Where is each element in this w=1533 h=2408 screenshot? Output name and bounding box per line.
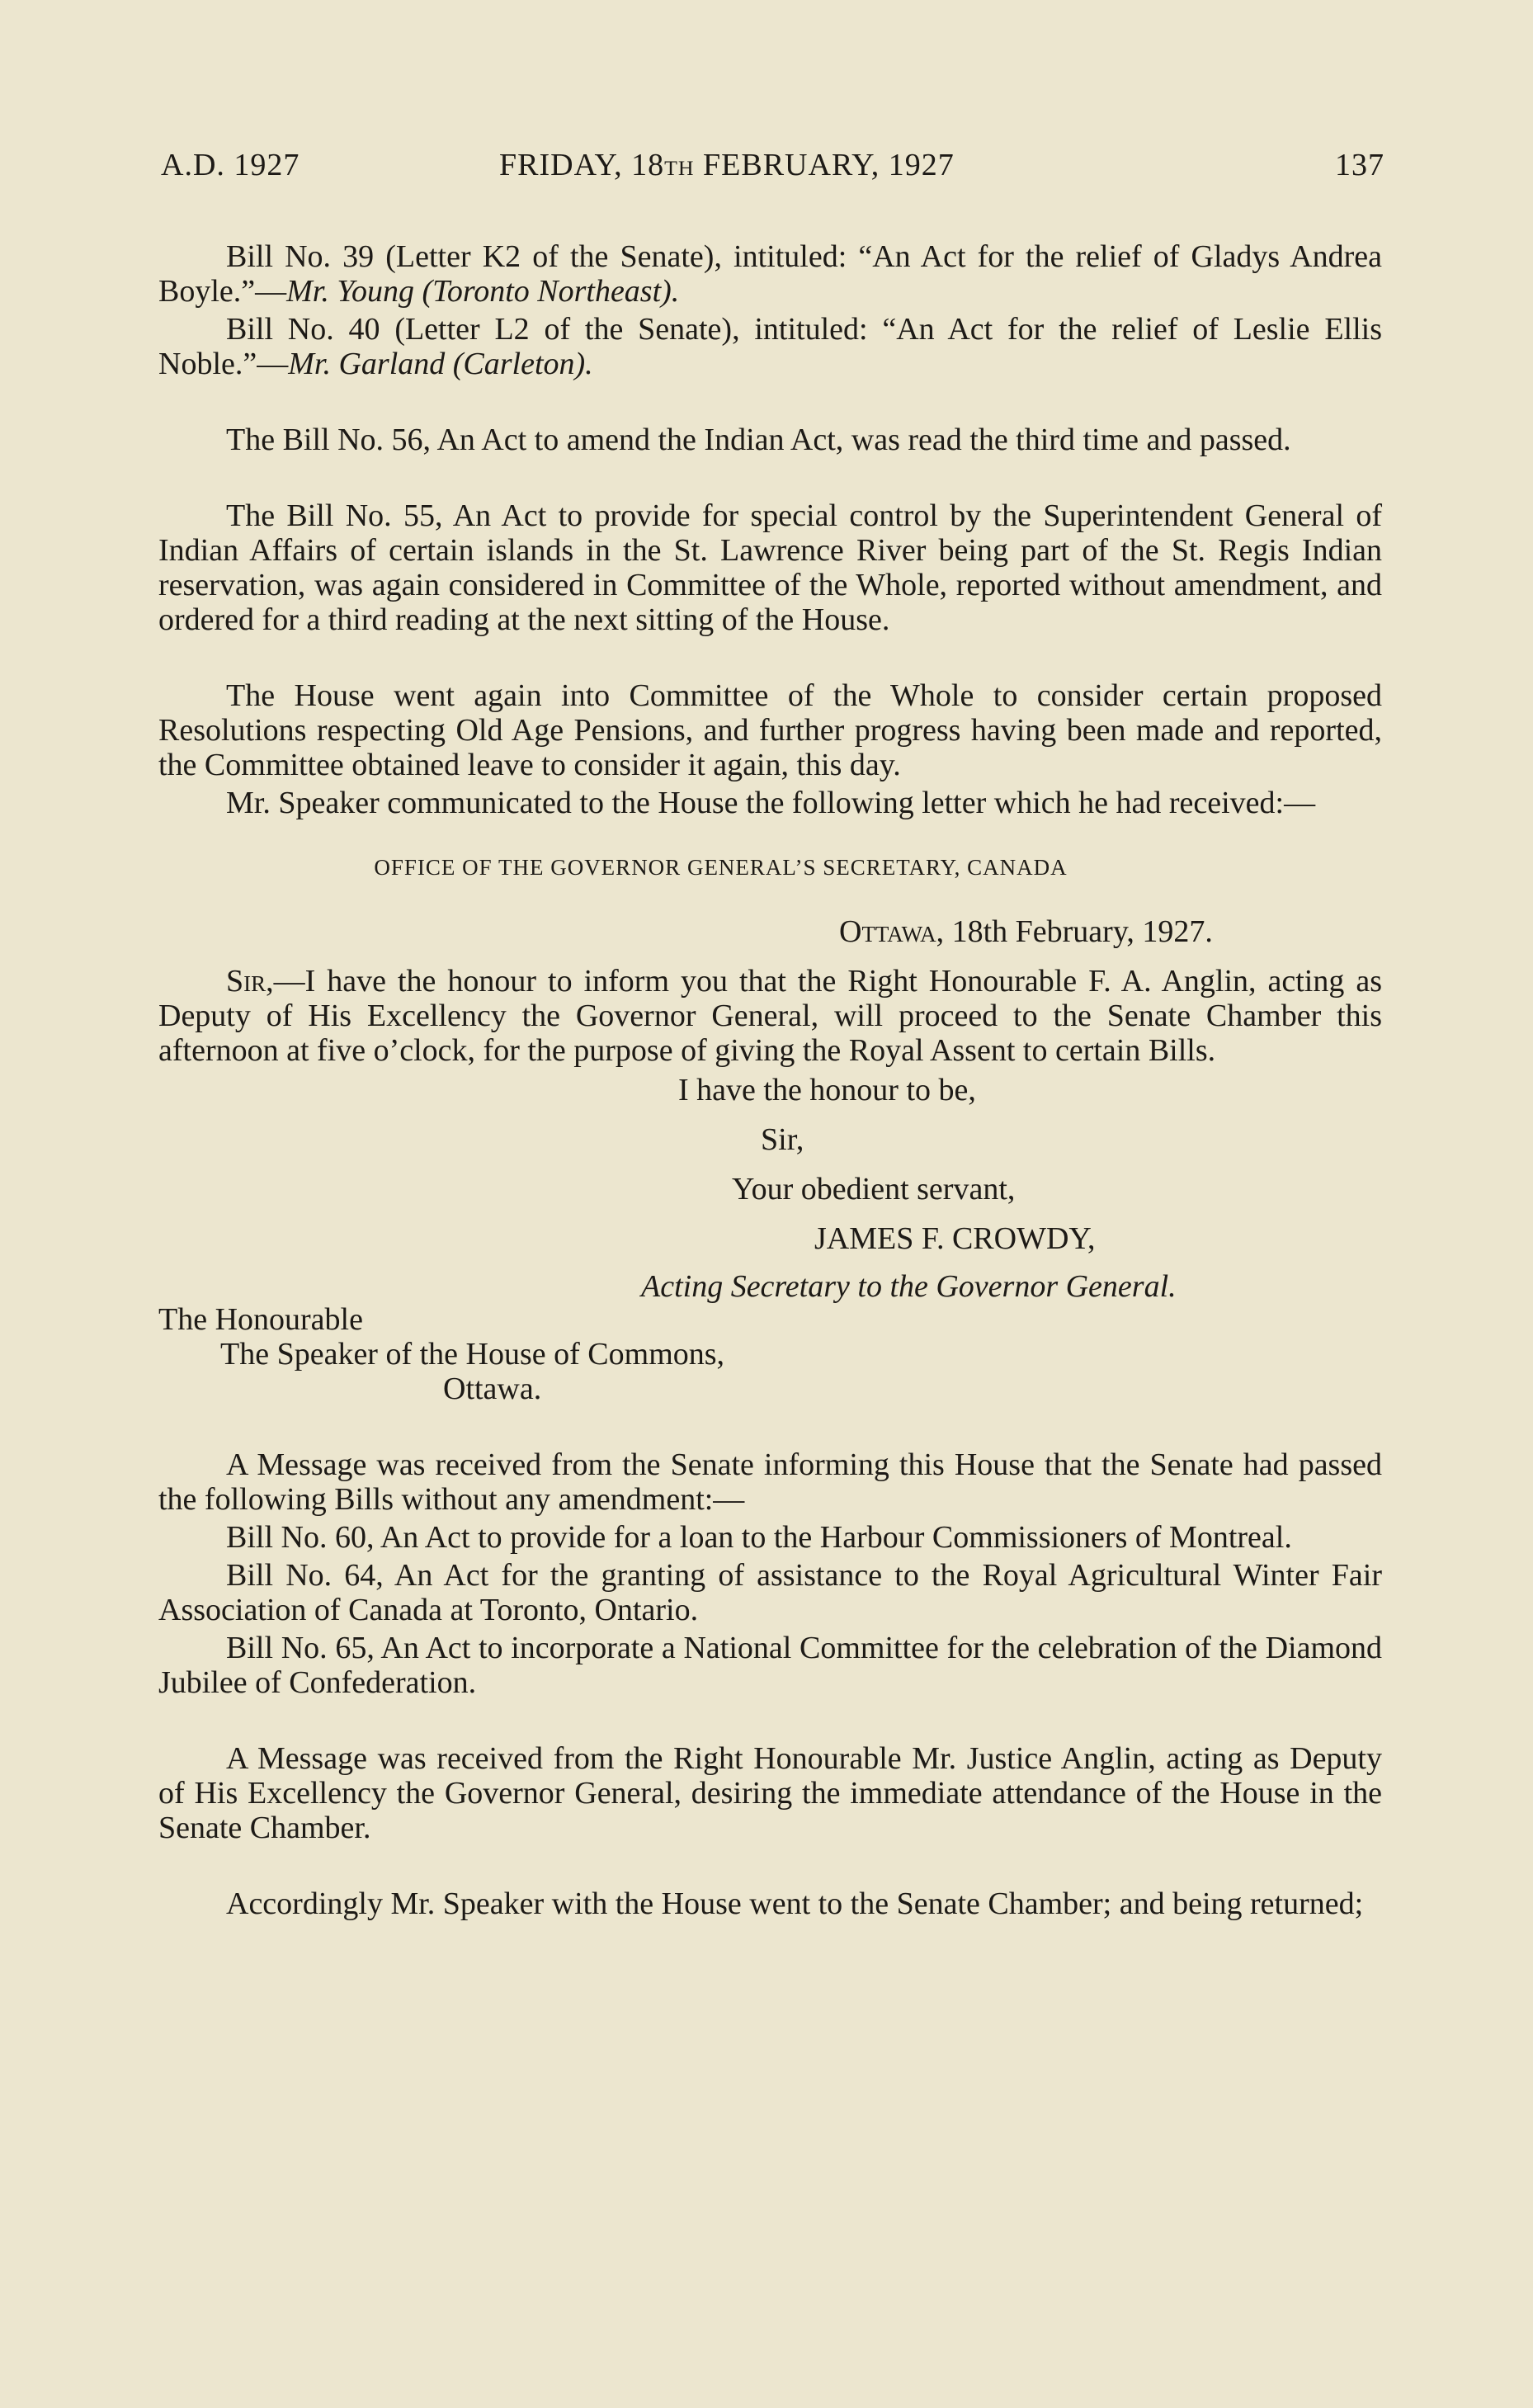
deputy-message-paragraph: A Message was received from the Right Honourable Mr. Justice Anglin, acting as Deputy of His Excellency the Governor General, desiring the immediate attendance of the House in the Senate Chamber. xyxy=(158,1741,1382,1845)
letter-addressee-1: The Honourable xyxy=(158,1302,363,1337)
letter-signer-title: Acting Secretary to the Governor General. xyxy=(641,1269,1177,1304)
letter-dateline xyxy=(158,914,1382,949)
letter-body xyxy=(158,964,1382,1068)
speaker-letter-intro: Mr. Speaker communicated to the House the following letter which he had received:— xyxy=(226,786,1316,820)
letter-salutation: Sir xyxy=(226,964,267,999)
header-date-suffix: TH xyxy=(664,156,695,180)
bill-40-member: Mr. Garland (Carleton). xyxy=(288,347,593,381)
letter-city: Ottawa xyxy=(839,914,936,949)
letter-signer: JAMES F. CROWDY, xyxy=(814,1221,1096,1256)
letter-closing-3: Your obedient servant, xyxy=(732,1172,1016,1206)
letter-office-heading: OFFICE OF THE GOVERNOR GENERAL’S SECRETARY, CANADA xyxy=(374,855,1068,880)
bill-39-member: Mr. Young (Toronto Northeast). xyxy=(286,274,680,309)
bill-40-text: Bill No. 40 (Letter L2 of the Senate), intituled: “An Act for the relief of Leslie Ellis Noble.”— xyxy=(158,312,1382,381)
letter-date: , 18th February, 1927. xyxy=(936,914,1213,949)
page-body xyxy=(158,239,1382,1921)
bill-39-entry xyxy=(158,239,1382,309)
bill-40-entry xyxy=(158,312,1382,381)
old-age-pensions-paragraph: The House went again into Committee of the Whole to consider certain proposed Resolutions respecting Old Age Pensions, and further progress having been made and reported, the Committee obtained leave to consider it again, this day. xyxy=(158,678,1382,782)
header-date-post: FEBRUARY, 1927 xyxy=(694,148,955,182)
letter-addressee-3: Ottawa. xyxy=(443,1372,542,1406)
header-year: A.D. 1927 xyxy=(161,148,300,182)
letter-body-text: ,—I have the honour to inform you that the Right Honourable F. A. Anglin, acting as Deputy of His Excellency the Governor General, will proceed to the Senate Chamber this afternoon at five o’clock, for the purpose of giving the Royal Assent to certain Bills. xyxy=(158,964,1382,1068)
bill-56-paragraph: The Bill No. 56, An Act to amend the Indian Act, was read the third time and passed. xyxy=(226,423,1291,457)
senate-chamber-paragraph: Accordingly Mr. Speaker with the House went to the Senate Chamber; and being returned; xyxy=(226,1886,1364,1921)
header-date xyxy=(499,147,955,183)
bill-65-entry: Bill No. 65, An Act to incorporate a National Committee for the celebration of the Diamond Jubilee of Confederation. xyxy=(158,1631,1382,1700)
bill-60-entry: Bill No. 60, An Act to provide for a loan to the Harbour Commissioners of Montreal. xyxy=(226,1520,1292,1555)
letter-closing-1: I have the honour to be, xyxy=(678,1073,976,1107)
bill-64-entry: Bill No. 64, An Act for the granting of assistance to the Royal Agricultural Winter Fair Association of Canada at Toronto, Ontario. xyxy=(158,1558,1382,1627)
page-header xyxy=(161,147,1384,188)
letter-closing-2: Sir, xyxy=(761,1122,804,1157)
bill-39-text: Bill No. 39 (Letter K2 of the Senate), intituled: “An Act for the relief of Gladys Andrea Boyle.”— xyxy=(158,239,1382,309)
senate-message-paragraph: A Message was received from the Senate informing this House that the Senate had passed the following Bills without any amendment:— xyxy=(158,1447,1382,1517)
header-date-pre: FRIDAY, 18 xyxy=(499,148,665,182)
bill-55-paragraph: The Bill No. 55, An Act to provide for special control by the Superintendent General of Indian Affairs of certain islands in the St. Lawrence River being part of the St. Regis Indian reservation, was again considered in Committee of the Whole, reported without amendment, and ordered for a third reading at the next sitting of the House. xyxy=(158,498,1382,637)
page-number: 137 xyxy=(1335,148,1384,182)
letter-addressee-2: The Speaker of the House of Commons, xyxy=(220,1337,725,1372)
